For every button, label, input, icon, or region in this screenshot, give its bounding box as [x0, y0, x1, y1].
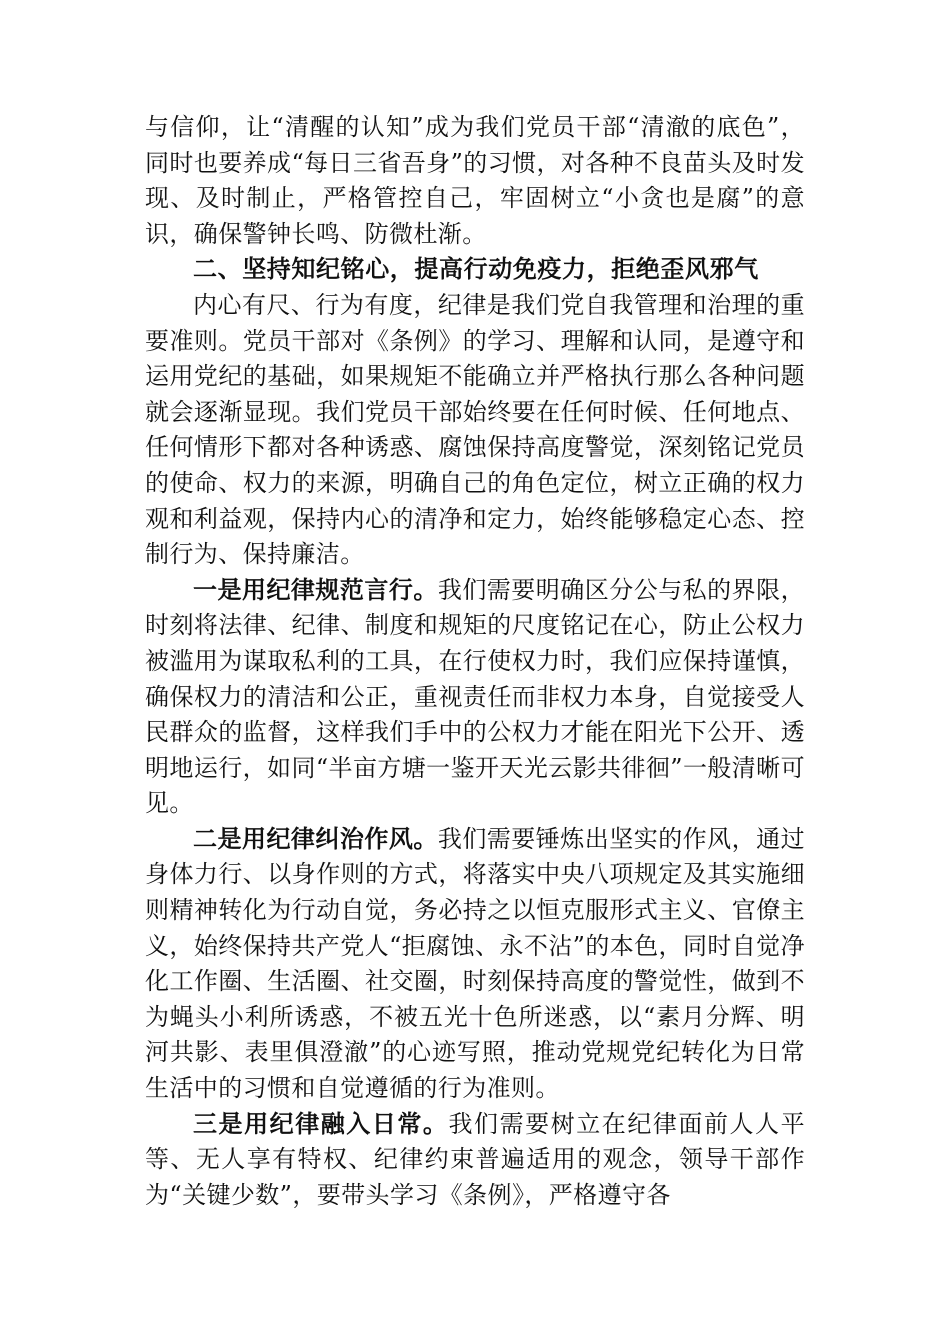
continuation-paragraph: 与信仰，让“清醒的认知”成为我们党员干部“清澈的底色”，同时也要养成“每日三省吾身”的习惯，对各种不良苗头及时发现、及时制止，严格管控自己，牢固树立“小贪也是腐”的意识，确保警钟长鸣、防微杜渐。 — [145, 113, 805, 248]
point-paragraph-1 — [145, 573, 805, 822]
point-body-1: 我们需要明确区分公与私的界限，时刻将法律、纪律、制度和规矩的尺度铭记在心，防止公权力被滥用为谋取私利的工具，在行使权力时，我们应保持谨慎，确保权力的清洁和公正，重视责任而非权力本身，自觉接受人民群众的监督，这样我们手中的公权力才能在阳光下公开、透明地运行，如同“半亩方塘一鉴开天光云影共徘徊”一般清晰可见。 — [145, 575, 806, 818]
point-lead-3: 三是用纪律融入日常。 — [193, 1109, 449, 1138]
point-paragraph-3 — [145, 1107, 805, 1214]
point-lead-1: 一是用纪律规范言行。 — [193, 575, 438, 604]
document-page — [145, 110, 805, 1213]
point-lead-2: 二是用纪律纠治作风。 — [193, 824, 438, 853]
section-heading: 二、坚持知纪铭心，提高行动免疫力，拒绝歪风邪气 — [193, 255, 759, 284]
point-body-3: 我们需要树立在纪律面前人人平等、无人享有特权、纪律约束普遍适用的观念，领导干部作为“关键少数”，要带头学习《条例》，严格遵守各 — [145, 1109, 805, 1209]
intro-paragraph: 内心有尺、行为有度，纪律是我们党自我管理和治理的重要准则。党员干部对《条例》的学习、理解和认同，是遵守和运用党纪的基础，如果规矩不能确立并严格执行那么各种问题就会逐渐显现。我们党员干部始终要在任何时候、任何地点、任何情形下都对各种诱惑、腐蚀保持高度警觉，深刻铭记党员的使命、权力的来源，明确自己的角色定位，树立正确的权力观和利益观，保持内心的清净和定力，始终能够稳定心态、控制行为、保持廉洁。 — [145, 290, 805, 569]
point-body-2: 我们需要锤炼出坚实的作风，通过身体力行、以身作则的方式，将落实中央八项规定及其实施细则精神转化为行动自觉，务必持之以恒克服形式主义、官僚主义，始终保持共产党人“拒腐蚀、永不沾”的本色，同时自觉净化工作圈、生活圈、社交圈，时刻保持高度的警觉性，做到不为蝇头小利所诱惑，不被五光十色所迷惑，以“素月分辉、明河共影、表里俱澄澈”的心迹写照，推动党规党纪转化为日常生活中的习惯和自觉遵循的行为准则。 — [145, 824, 806, 1103]
point-paragraph-2 — [145, 822, 805, 1107]
